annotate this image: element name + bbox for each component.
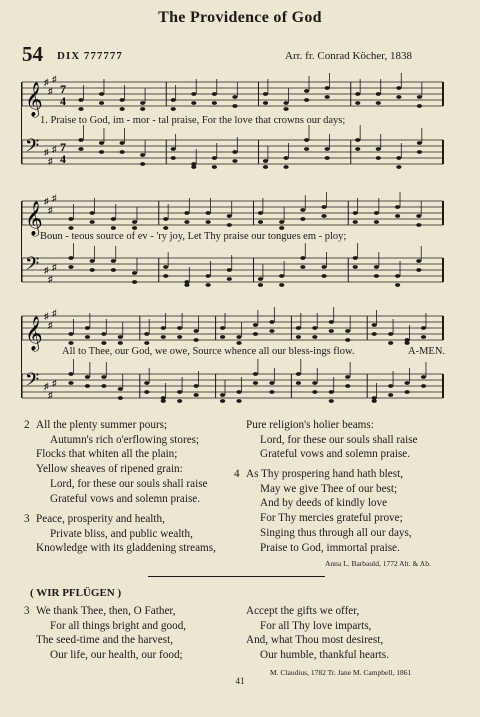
note-head	[283, 107, 288, 111]
note-head	[236, 390, 241, 394]
note-head	[163, 226, 168, 230]
note-head	[279, 283, 284, 287]
note-head	[376, 101, 381, 105]
note-head	[236, 399, 241, 403]
note-head	[372, 399, 377, 403]
sharp-sign: ♯	[52, 308, 57, 318]
note-head	[161, 326, 166, 330]
note-head	[191, 101, 196, 105]
note-head	[388, 341, 393, 345]
note-head	[405, 381, 410, 385]
treble-clef: 𝄞	[25, 316, 43, 351]
arranger-credit: Arr. fr. Conrad Köcher, 1838	[285, 50, 412, 62]
note-head	[85, 375, 90, 379]
note-head	[236, 335, 241, 339]
note-head	[206, 211, 211, 215]
verse-line: All the plenty summer pours;	[36, 419, 168, 431]
note-head	[353, 256, 358, 260]
note-head	[171, 156, 176, 160]
page-title: The Providence of God	[158, 9, 322, 26]
bass-clef: 𝄢	[25, 370, 40, 395]
verse-line: For all things bright and good,	[50, 619, 187, 632]
translation-attribution: M. Claudius, 1782 Tr. Jane M. Campbell, 1861	[270, 668, 412, 677]
verse-2	[24, 418, 208, 506]
note-head	[263, 159, 268, 163]
note-head	[111, 268, 116, 272]
note-head	[253, 381, 258, 385]
note-head	[101, 341, 106, 345]
wir-verse-3-left	[24, 604, 187, 663]
verse-line: And by deeds of kindly love	[260, 497, 388, 510]
note-head	[184, 220, 189, 224]
note-head	[304, 138, 309, 142]
note-head	[325, 86, 330, 90]
note-head	[329, 320, 334, 324]
note-head	[90, 259, 95, 263]
verse-line: Knowledge with its gladdening streams,	[36, 542, 216, 555]
wir-verse-3-right	[246, 604, 389, 663]
note-head	[355, 147, 360, 151]
note-head	[227, 268, 232, 272]
note-head	[372, 332, 377, 336]
note-head	[232, 159, 237, 163]
note-head	[227, 277, 232, 281]
sharp-sign: ♯	[48, 320, 53, 330]
note-head	[395, 205, 400, 209]
note-head	[374, 220, 379, 224]
lyric-line-2: Boun - teous source of ev - 'ry joy, Let Thy praise our tongues em - ploy;	[40, 231, 347, 242]
note-head	[220, 326, 225, 330]
note-head	[253, 372, 258, 376]
note-head	[144, 341, 149, 345]
note-head	[304, 98, 309, 102]
note-head	[296, 326, 301, 330]
note-head	[85, 384, 90, 388]
note-head	[253, 332, 258, 336]
note-head	[206, 220, 211, 224]
note-head	[269, 320, 274, 324]
note-head	[258, 220, 263, 224]
sharp-sign: ♯	[52, 193, 57, 203]
note-head	[212, 165, 217, 169]
note-head	[111, 226, 116, 230]
sharp-sign: ♯	[44, 311, 49, 321]
bass-clef: 𝄢	[25, 254, 40, 279]
note-head	[279, 220, 284, 224]
verse-line: Lord, for these our souls shall raise	[260, 433, 418, 446]
note-head	[161, 399, 166, 403]
note-head	[163, 274, 168, 278]
note-head	[118, 387, 123, 391]
note-head	[111, 259, 116, 263]
note-head	[99, 101, 104, 105]
note-head	[78, 98, 83, 102]
note-head	[321, 274, 326, 278]
note-head	[312, 390, 317, 394]
note-head	[177, 399, 182, 403]
note-head	[353, 211, 358, 215]
system-1-bass-staff	[0, 134, 480, 174]
note-head	[68, 372, 73, 376]
sharp-sign: ♯	[48, 205, 53, 215]
note-head	[374, 265, 379, 269]
note-head	[263, 101, 268, 105]
note-head	[329, 390, 334, 394]
verse-line: Yellow sheaves of ripened grain:	[36, 463, 183, 476]
verse-line: May we give Thee of our best;	[260, 482, 398, 495]
note-head	[220, 393, 225, 397]
bass-clef: 𝄢	[25, 136, 40, 161]
note-head	[372, 323, 377, 327]
treble-clef: 𝄞	[25, 82, 43, 117]
note-head	[236, 341, 241, 345]
note-head	[90, 211, 95, 215]
note-head	[355, 92, 360, 96]
note-head	[396, 165, 401, 169]
time-signature: 4	[60, 152, 66, 166]
time-signature: 7	[60, 82, 66, 96]
time-signature: 7	[60, 140, 66, 154]
note-head	[329, 329, 334, 333]
note-head	[355, 101, 360, 105]
note-head	[417, 95, 422, 99]
note-head	[376, 147, 381, 151]
sharp-sign: ♯	[48, 156, 53, 166]
verse-line: Peace, prosperity and health,	[36, 513, 165, 525]
verse-number: 3	[24, 605, 30, 617]
note-head	[171, 147, 176, 151]
system-3-bass-staff	[0, 368, 480, 408]
time-signature: 4	[60, 94, 66, 108]
note-head	[263, 165, 268, 169]
note-head	[405, 390, 410, 394]
note-head	[296, 335, 301, 339]
note-head	[68, 265, 73, 269]
note-head	[177, 326, 182, 330]
note-head	[101, 332, 106, 336]
verse-line: Autumn's rich o'erflowing stores;	[50, 433, 200, 446]
sharp-sign: ♯	[48, 274, 53, 284]
note-head	[101, 384, 106, 388]
note-head	[258, 211, 263, 215]
note-head	[132, 271, 137, 275]
note-head	[395, 214, 400, 218]
note-head	[144, 390, 149, 394]
note-head	[353, 220, 358, 224]
note-head	[212, 101, 217, 105]
note-head	[312, 326, 317, 330]
note-head	[421, 326, 426, 330]
note-head	[68, 217, 73, 221]
note-head	[417, 150, 422, 154]
note-head	[421, 335, 426, 339]
sharp-sign: ♯	[52, 378, 57, 388]
page-number: 41	[235, 676, 245, 686]
note-head	[68, 226, 73, 230]
note-head	[191, 92, 196, 96]
note-head	[304, 89, 309, 93]
note-head	[206, 283, 211, 287]
note-head	[376, 92, 381, 96]
tune-name: DIX 777777	[57, 50, 123, 62]
note-head	[90, 220, 95, 224]
note-head	[374, 211, 379, 215]
sharp-sign: ♯	[48, 390, 53, 400]
note-head	[68, 381, 73, 385]
note-head	[118, 335, 123, 339]
note-head	[232, 150, 237, 154]
note-head	[304, 147, 309, 151]
note-head	[85, 326, 90, 330]
sharp-sign: ♯	[44, 196, 49, 206]
note-head	[395, 274, 400, 278]
note-head	[212, 92, 217, 96]
note-head	[312, 335, 317, 339]
note-head	[101, 375, 106, 379]
note-head	[388, 384, 393, 388]
note-head	[99, 141, 104, 145]
note-head	[194, 329, 199, 333]
note-head	[120, 150, 125, 154]
system-1-treble-staff	[0, 76, 480, 116]
note-head	[132, 280, 137, 284]
note-head	[140, 153, 145, 157]
verse-line: Singing thus through all our days,	[260, 526, 412, 539]
system-2-treble-staff	[0, 195, 480, 235]
note-head	[90, 268, 95, 272]
note-head	[269, 390, 274, 394]
hymn-number: 54	[22, 42, 43, 66]
note-head	[194, 384, 199, 388]
note-head	[416, 259, 421, 263]
system-3-treble-staff	[0, 310, 480, 350]
note-head	[78, 147, 83, 151]
note-head	[258, 277, 263, 281]
note-head	[376, 156, 381, 160]
wir-pflugen-heading: ( WIR PFLÜGEN )	[30, 587, 122, 599]
note-head	[118, 341, 123, 345]
note-head	[417, 141, 422, 145]
verse-line: As Thy prospering hand hath blest,	[246, 468, 404, 480]
verse-line: Accept the gifts we offer,	[246, 605, 360, 617]
note-head	[191, 165, 196, 169]
sharp-sign: ♯	[52, 74, 57, 84]
note-head	[220, 399, 225, 403]
note-head	[184, 283, 189, 287]
note-head	[300, 217, 305, 221]
verse-4	[234, 467, 412, 555]
note-head	[345, 338, 350, 342]
note-head	[120, 107, 125, 111]
note-head	[68, 256, 73, 260]
note-head	[374, 274, 379, 278]
system-brace	[21, 201, 22, 282]
note-head	[161, 335, 166, 339]
note-head	[345, 375, 350, 379]
verse-line: The seed-time and the harvest,	[36, 634, 173, 647]
verse-line: For Thy mercies grateful prove;	[260, 512, 403, 525]
note-head	[184, 211, 189, 215]
note-head	[78, 107, 83, 111]
note-head	[140, 162, 145, 166]
note-head	[388, 393, 393, 397]
lyric-line-3: All to Thee, our God, we owe, Source whence all our bless-ings flow.	[62, 346, 355, 357]
sharp-sign: ♯	[44, 381, 49, 391]
sharp-sign: ♯	[48, 86, 53, 96]
note-head	[300, 265, 305, 269]
note-head	[395, 283, 400, 287]
note-head	[396, 95, 401, 99]
verse-line: We thank Thee, then, O Father,	[36, 605, 176, 617]
note-head	[132, 220, 137, 224]
note-head	[220, 335, 225, 339]
note-head	[232, 95, 237, 99]
note-head	[144, 381, 149, 385]
note-head	[144, 332, 149, 336]
note-head	[171, 98, 176, 102]
note-head	[177, 390, 182, 394]
note-head	[227, 214, 232, 218]
note-head	[118, 396, 123, 400]
verse-number: 3	[24, 513, 30, 525]
note-head	[296, 381, 301, 385]
note-head	[120, 141, 125, 145]
text-attribution: Anna L. Barbauld, 1772 Alt. & Ab.	[325, 559, 431, 568]
verse-3-continued	[246, 418, 418, 462]
note-head	[312, 381, 317, 385]
note-head	[345, 384, 350, 388]
note-head	[227, 223, 232, 227]
note-head	[140, 107, 145, 111]
verse-line: Grateful vows and solemn praise.	[260, 448, 411, 461]
verse-line: And, what Thou most desirest,	[246, 634, 384, 647]
note-head	[258, 283, 263, 287]
note-head	[416, 214, 421, 218]
note-head	[194, 393, 199, 397]
note-head	[300, 208, 305, 212]
note-head	[163, 217, 168, 221]
note-head	[68, 332, 73, 336]
note-head	[417, 104, 422, 108]
note-head	[325, 147, 330, 151]
note-head	[325, 95, 330, 99]
system-2-bass-staff	[0, 252, 480, 292]
note-head	[232, 104, 237, 108]
note-head	[321, 205, 326, 209]
sharp-sign: ♯	[52, 262, 57, 272]
note-head	[283, 101, 288, 105]
sharp-sign: ♯	[44, 147, 49, 157]
note-head	[321, 214, 326, 218]
verse-line: Praise to God, immortal praise.	[260, 541, 400, 554]
note-head	[68, 341, 73, 345]
verse-number: 2	[24, 419, 30, 431]
note-head	[85, 335, 90, 339]
note-head	[206, 274, 211, 278]
verse-line: Our life, our health, our food;	[50, 649, 183, 662]
note-head	[388, 332, 393, 336]
note-head	[163, 265, 168, 269]
sharp-sign: ♯	[52, 144, 57, 154]
note-head	[120, 98, 125, 102]
note-head	[355, 138, 360, 142]
treble-clef: 𝄞	[25, 201, 43, 236]
note-head	[269, 381, 274, 385]
note-head	[132, 226, 137, 230]
note-head	[111, 217, 116, 221]
note-head	[212, 156, 217, 160]
verse-line: For all Thy love imparts,	[260, 619, 372, 632]
lyric-line-1: 1. Praise to God, im - mor - tal praise, For the love that crowns our days;	[40, 115, 346, 126]
system-brace	[21, 82, 22, 164]
note-head	[140, 101, 145, 105]
sharp-sign: ♯	[44, 77, 49, 87]
amen-lyric: A-MEN.	[408, 346, 446, 357]
note-head	[279, 226, 284, 230]
note-head	[99, 92, 104, 96]
note-head	[194, 338, 199, 342]
sharp-sign: ♯	[44, 265, 49, 275]
note-head	[300, 256, 305, 260]
note-head	[78, 138, 83, 142]
note-head	[405, 341, 410, 345]
note-head	[269, 329, 274, 333]
verse-number: 4	[234, 468, 240, 480]
verse-line: Flocks that whiten all the plain;	[36, 448, 178, 461]
note-head	[416, 223, 421, 227]
note-head	[325, 156, 330, 160]
note-head	[416, 268, 421, 272]
note-head	[283, 156, 288, 160]
verse-3	[24, 512, 216, 556]
note-head	[396, 86, 401, 90]
note-head	[329, 399, 334, 403]
note-head	[353, 265, 358, 269]
verse-line: Lord, for these our souls shall raise	[50, 477, 208, 490]
note-head	[296, 372, 301, 376]
section-divider	[148, 576, 325, 577]
note-head	[283, 165, 288, 169]
note-head	[279, 274, 284, 278]
note-head	[177, 335, 182, 339]
note-head	[99, 150, 104, 154]
note-head	[345, 329, 350, 333]
note-head	[421, 375, 426, 379]
system-brace	[21, 316, 22, 398]
verse-line: Pure religion's holier beams:	[246, 419, 374, 431]
note-head	[253, 323, 258, 327]
note-head	[321, 265, 326, 269]
note-head	[396, 156, 401, 160]
verse-line: Private bliss, and public wealth,	[50, 527, 193, 540]
note-head	[263, 92, 268, 96]
note-head	[421, 384, 426, 388]
verse-line: Our humble, thankful hearts.	[260, 649, 389, 662]
verse-line: Grateful vows and solemn praise.	[50, 492, 201, 505]
note-head	[171, 107, 176, 111]
